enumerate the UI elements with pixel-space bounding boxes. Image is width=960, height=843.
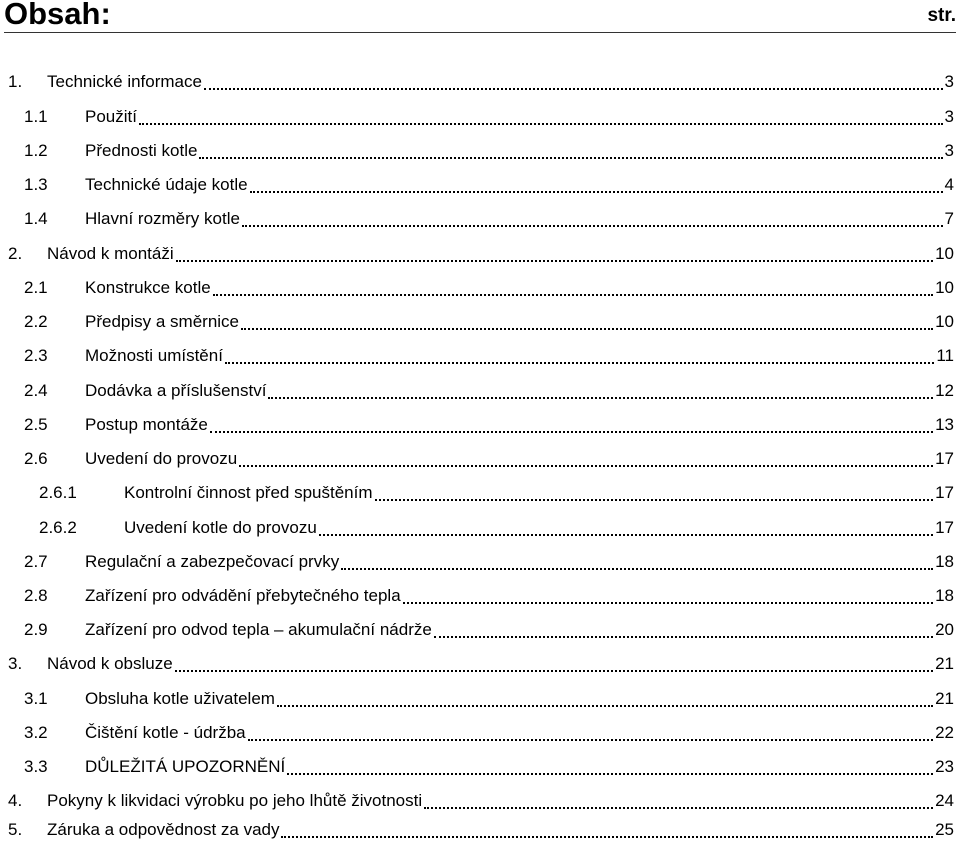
toc-entry[interactable] [0,618,954,642]
toc-entry-page: 18 [935,586,954,605]
toc-entry-line [85,550,954,574]
toc-entry[interactable] [0,481,954,505]
toc-entry[interactable] [0,413,954,437]
toc-entry-page: 24 [935,791,954,810]
dot-leader [139,123,943,125]
toc-entry-page: 18 [935,552,954,571]
toc-entry-number: 2.3 [24,346,48,365]
toc-entry-label: Kontrolní činnost před spuštěním [124,483,373,502]
dot-leader [239,465,933,467]
toc-entry-page: 10 [935,278,954,297]
toc-entry-page: 3 [944,107,954,126]
toc-entry-number: 2.2 [24,312,48,331]
toc-entry-line [85,447,954,471]
toc-entry-line [85,344,954,368]
toc-entry-line [85,413,954,437]
toc-entry-label: DŮLEŽITÁ UPOZORNĚNÍ [85,757,286,776]
toc-entry-number: 1.4 [24,209,48,228]
toc-entry-page: 25 [935,820,954,839]
dot-leader [176,260,933,262]
toc-entry-line [47,789,954,813]
toc-entry-line [47,818,954,842]
toc-entry-number: 1. [8,72,23,91]
toc-entry-number: 1.2 [24,141,48,160]
toc-entry-label: Dodávka a příslušenství [85,381,267,400]
toc-entry-line [124,481,954,505]
toc-entry-number: 2.6.2 [39,518,77,537]
toc-entry-label: Návod k montáži [47,244,174,263]
toc-entry-number: 3.2 [24,723,48,742]
toc-entry-number: 2.1 [24,278,48,297]
toc-entry-number: 2.7 [24,552,48,571]
toc-entry-number: 2.6 [24,449,48,468]
toc-entry-label: Uvedení do provozu [85,449,238,468]
dot-leader [210,431,933,433]
toc-header [4,0,956,33]
dot-leader [341,568,933,570]
toc-entry-number: 3.1 [24,689,48,708]
toc-entry[interactable] [0,584,954,608]
toc-entry-label: Postup montáže [85,415,208,434]
toc-entry-line [85,687,954,711]
toc-entry-number: 1.1 [24,107,48,126]
toc-entry-page: 17 [935,483,954,502]
dot-leader [204,88,943,90]
toc-entry-label: Přednosti kotle [85,141,198,160]
toc-entry[interactable] [0,344,954,368]
dot-leader [199,157,942,159]
toc-entry[interactable] [0,447,954,471]
toc-entry-number: 2.9 [24,620,48,639]
toc-entry-label: Obsluha kotle uživatelem [85,689,275,708]
toc-entry[interactable] [0,687,954,711]
dot-leader [241,328,933,330]
dot-leader [248,739,933,741]
toc-entry-label: Zařízení pro odvádění přebytečného tepla [85,586,401,605]
toc-entry-page: 23 [935,757,954,776]
toc-entry-label: Uvedení kotle do provozu [124,518,317,537]
dot-leader [403,602,933,604]
toc-entry[interactable] [0,789,954,813]
page-column-label: str. [927,5,956,26]
dot-leader [375,499,934,501]
toc-entry-page: 10 [935,312,954,331]
dot-leader [268,397,933,399]
toc-entry[interactable] [0,652,954,676]
toc-entry-label: Regulační a zabezpečovací prvky [85,552,340,571]
toc-entry-line [124,516,954,540]
toc-entry-number: 5. [8,820,23,839]
toc-entry[interactable] [0,721,954,745]
toc-entry-page: 20 [935,620,954,639]
toc-entry-label: Možnosti umístění [85,346,223,365]
toc-entry-page: 22 [935,723,954,742]
dot-leader [242,225,943,227]
toc-entry-page: 3 [944,72,954,91]
toc-entry-label: Zařízení pro odvod tepla – akumulační nádrže [85,620,432,639]
toc-entry-number: 2.4 [24,381,48,400]
toc-entry-line [85,379,954,403]
toc-entry-label: Hlavní rozměry kotle [85,209,240,228]
toc-entry-line [85,105,954,129]
toc-entry[interactable] [0,173,954,197]
toc-entry-label: Technické informace [47,72,202,91]
toc-entry-label: Konstrukce kotle [85,278,211,297]
toc-entry-line [85,276,954,300]
toc-entry-line [47,242,954,266]
toc-entry[interactable] [0,105,954,129]
toc-entry[interactable] [0,516,954,540]
toc-entry-number: 2.6.1 [39,483,77,502]
toc-entry[interactable] [0,139,954,163]
toc-entry-page: 17 [935,449,954,468]
dot-leader [287,773,933,775]
toc-entry-label: Návod k obsluze [47,654,173,673]
toc-entry-page: 21 [935,689,954,708]
toc-entry-label: Záruka a odpovědnost za vady [47,820,280,839]
toc-entry-line [85,207,954,231]
toc-entry-line [85,721,954,745]
toc-entry-line [85,618,954,642]
toc-entry-number: 2.5 [24,415,48,434]
toc-entry-line [85,310,954,334]
toc-entry-page: 12 [935,381,954,400]
toc-entry-line [85,139,954,163]
dot-leader [281,836,933,838]
toc-entry-label: Čištění kotle - údržba [85,723,246,742]
dot-leader [434,636,933,638]
toc-entry[interactable] [0,242,954,266]
dot-leader [319,534,933,536]
toc-entry-page: 3 [944,141,954,160]
toc-entry-line [85,584,954,608]
toc-entry[interactable] [0,379,954,403]
toc-entry[interactable] [0,755,954,779]
toc-entry-label: Použití [85,107,137,126]
dot-leader [250,191,943,193]
toc-entry-page: 11 [936,346,954,365]
dot-leader [277,705,933,707]
toc-entry-page: 21 [935,654,954,673]
dot-leader [225,362,934,364]
toc-entry-number: 1.3 [24,175,48,194]
page-title: Obsah: [4,0,111,31]
toc-entry[interactable] [0,276,954,300]
toc-entry[interactable] [0,550,954,574]
toc-entry-label: Předpisy a směrnice [85,312,240,331]
toc-entry-page: 10 [935,244,954,263]
toc-entry-line [85,173,954,197]
toc-entry-number: 4. [8,791,23,810]
toc-entry-number: 3. [8,654,23,673]
toc-entry-number: 2. [8,244,23,263]
toc-entry-page: 7 [944,209,954,228]
dot-leader [424,807,933,809]
toc-entry[interactable] [0,310,954,334]
toc-entry-line [85,755,954,779]
dot-leader [175,670,933,672]
toc-entry[interactable] [0,207,954,231]
toc-entry[interactable] [0,818,954,842]
toc-entry-line [47,70,954,94]
toc-entry-number: 2.8 [24,586,48,605]
toc-entry-page: 13 [935,415,954,434]
toc-entry-label: Pokyny k likvidaci výrobku po jeho lhůtě životnosti [47,791,423,810]
toc-entry-page: 4 [944,175,954,194]
toc-entry-line [47,652,954,676]
toc-entry-page: 17 [935,518,954,537]
toc-entry[interactable] [0,70,954,94]
toc-entry-number: 3.3 [24,757,48,776]
toc-entry-label: Technické údaje kotle [85,175,248,194]
dot-leader [213,294,933,296]
